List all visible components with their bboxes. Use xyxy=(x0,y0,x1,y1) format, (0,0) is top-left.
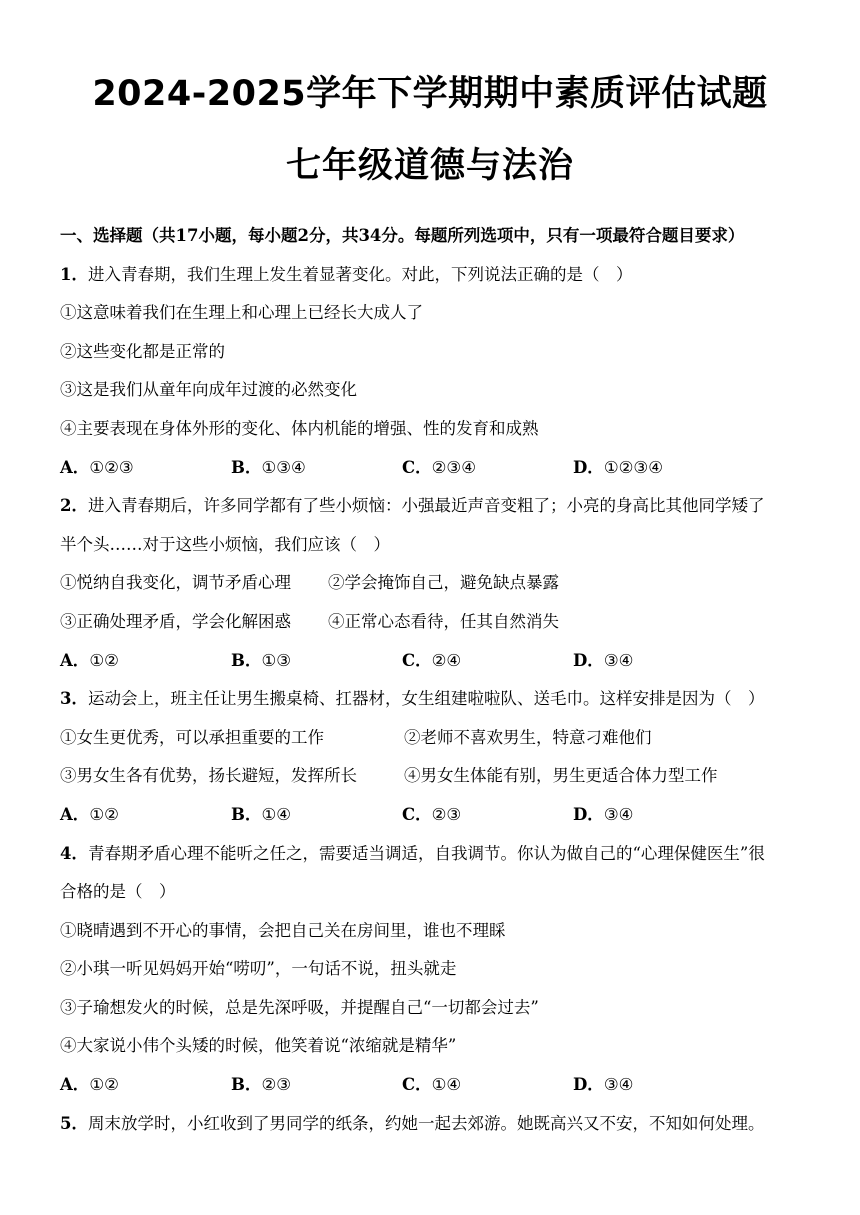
question-3-statement-4: ④男女生体能有别，男生更适合体力型工作 xyxy=(404,766,718,786)
option-b: B．①④ xyxy=(231,804,292,824)
question-text: 运动会上，班主任让男生搬桌椅、扛器材，女生组建啦啦队、送毛巾。这样安排是因为（ ） xyxy=(87,689,765,709)
question-text: 进入青春期，我们生理上发生着显著变化。对此，下列说法正确的是（ ） xyxy=(87,264,633,284)
option-a: A．①② xyxy=(60,1075,119,1095)
question-1-statement-4: ④主要表现在身体外形的变化、体内机能的增强、性的发育和成熟 xyxy=(60,418,539,438)
question-4-statement-3: ③子瑜想发火的时候，总是先深呼吸，并提醒自己“一切都会过去” xyxy=(60,997,539,1017)
question-3-stem xyxy=(60,680,810,719)
option-b: B．①③ xyxy=(231,650,292,670)
question-2-stem xyxy=(60,487,810,526)
option-c: C．①④ xyxy=(402,1075,462,1095)
question-3-statement-3: ③男女生各有优势，扬长避短，发挥所长 xyxy=(60,766,357,786)
option-a: A．①②③ xyxy=(60,457,134,477)
question-number: 5． xyxy=(60,1113,88,1133)
question-text: 进入青春期后，许多同学都有了些小烦恼：小强最近声音变粗了；小亮的身高比其他同学矮了 xyxy=(87,496,765,516)
question-3-options xyxy=(60,796,810,835)
section-heading: 一、选择题（共17小题，每小题2分，共34分。每题所列选项中，只有一项最符合题目要求） xyxy=(60,226,745,245)
option-b: B．②③ xyxy=(231,1075,292,1095)
question-1-statement-3: ③这是我们从童年向成年过渡的必然变化 xyxy=(60,380,357,400)
question-2-statement-3: ③正确处理矛盾，学会化解困惑 xyxy=(60,611,291,631)
question-4-stem xyxy=(60,835,810,874)
question-2-statement-1: ①悦纳自我变化，调节矛盾心理 xyxy=(60,573,291,593)
question-2-options xyxy=(60,642,810,681)
option-c: C．②③④ xyxy=(402,457,477,477)
option-d: D．①②③④ xyxy=(573,457,663,477)
question-list xyxy=(60,217,810,1143)
question-3-statements-row-2 xyxy=(60,757,810,796)
question-2-stem-continued: 半个头……对于这些小烦恼，我们应该（ ） xyxy=(60,534,390,554)
option-c: C．②③ xyxy=(402,804,462,824)
question-4-options xyxy=(60,1066,810,1105)
exam-title: 2024-2025学年下学期期中素质评估试题 xyxy=(92,74,768,114)
option-d: D．③④ xyxy=(573,804,634,824)
question-number: 2． xyxy=(60,496,88,516)
option-d: D．③④ xyxy=(573,650,634,670)
exam-subtitle: 七年级道德与法治 xyxy=(285,146,574,186)
question-3-statement-1: ①女生更优秀，可以承担重要的工作 xyxy=(60,727,324,747)
question-1-statement-1: ①这意味着我们在生理上和心理上已经长大成人了 xyxy=(60,303,423,323)
question-1-stem xyxy=(60,256,810,295)
question-text: 周末放学时，小红收到了男同学的纸条，约她一起去郊游。她既高兴又不安，不知如何处理。 xyxy=(87,1113,765,1133)
question-3-statement-2: ②老师不喜欢男生，特意刁难他们 xyxy=(404,727,652,747)
question-4-statement-2: ②小琪一听见妈妈开始“唠叨”，一句话不说，扭头就走 xyxy=(60,959,457,979)
question-2-statement-4: ④正常心态看待，任其自然消失 xyxy=(328,611,559,631)
question-3-statements-row-1 xyxy=(60,719,810,758)
question-4-stem-continued: 合格的是（ ） xyxy=(60,882,176,902)
question-number: 1． xyxy=(60,264,88,284)
question-number: 3． xyxy=(60,689,88,709)
question-text: 青春期矛盾心理不能听之任之，需要适当调适，自我调节。你认为做自己的“心理保健医生”很 xyxy=(87,843,765,863)
question-number: 4． xyxy=(60,843,88,863)
question-4-statement-4: ④大家说小伟个头矮的时候，他笑着说“浓缩就是精华” xyxy=(60,1036,457,1056)
question-2-statements-row-1 xyxy=(60,564,810,603)
option-c: C．②④ xyxy=(402,650,462,670)
question-2-statement-2: ②学会掩饰自己，避免缺点暴露 xyxy=(328,573,559,593)
question-1-options xyxy=(60,449,810,488)
option-d: D．③④ xyxy=(573,1075,634,1095)
option-a: A．①② xyxy=(60,650,119,670)
option-a: A．①② xyxy=(60,804,119,824)
question-1-statement-2: ②这些变化都是正常的 xyxy=(60,341,225,361)
question-5-stem xyxy=(60,1105,810,1144)
option-b: B．①③④ xyxy=(231,457,306,477)
question-2-statements-row-2 xyxy=(60,603,810,642)
question-4-statement-1: ①晓晴遇到不开心的事情，会把自己关在房间里，谁也不理睬 xyxy=(60,920,506,940)
